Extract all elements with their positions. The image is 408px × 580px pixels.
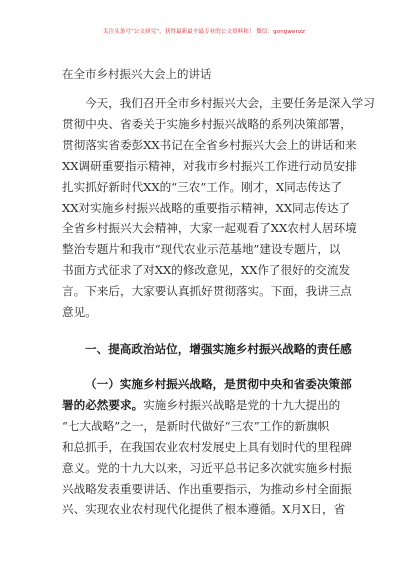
paragraph-line: 兴、实现农业农村现代化提供了根本遵循。X月X日，省: [62, 502, 346, 517]
subsection-heading-tail: 署的必然要求。: [62, 397, 144, 412]
paragraph-line: 今天，我们召开全市乡村振兴大会，主要任务是深入学习: [85, 96, 375, 110]
paragraph-line: 意义。党的十九大以来，习近平总书记多次就实施乡村振: [62, 460, 352, 475]
paragraph-line: “七大战略”之一，是新时代做好“三农”工作的新旗帜: [62, 418, 330, 433]
paragraph-line: XX对实施乡村振兴战略的重要指示精神，XX同志传达了: [62, 200, 351, 215]
paragraph-line: 贯彻落实省委彭XX书记在全省乡村振兴大会上的讲话和来: [62, 137, 357, 152]
top-banner: 关注头条号“公文研究”，获得最新最全最专业的公文资料和！ 微信：gongwenzz: [102, 29, 306, 35]
subsection-1: [62, 374, 362, 520]
paragraph-line: 意见。: [62, 305, 97, 320]
document-title: 在全市乡村振兴大会上的讲话: [62, 67, 212, 81]
section-heading-1: 一、提高政治站位，增强实施乡村振兴战略的责任感: [85, 342, 352, 356]
paragraph-intro: [62, 93, 375, 323]
paragraph-line: 兴战略发表重要讲话、作出重要指示，为推动乡村全面振: [62, 481, 352, 496]
subsection-heading-line: （一）实施乡村振兴战略，是贯彻中央和省委决策部: [85, 377, 352, 391]
paragraph-line: 全省乡村振兴大会精神，大家一起观看了XX农村人居环境: [62, 221, 357, 236]
paragraph-text: 实施乡村振兴战略是党的十九大提出的: [143, 397, 341, 412]
paragraph-line: 整治专题片和我市“现代农业示范基地”建设专题片，以: [62, 242, 341, 257]
paragraph-line: 扎实抓好新时代XX的“三农”工作。刚才，X同志传达了: [62, 179, 343, 194]
paragraph-line: 贯彻中央、省委关于实施乡村振兴战略的系列决策部署，: [62, 116, 352, 131]
paragraph-line: 书面方式征求了对XX的修改意见，XX作了很好的交流发: [62, 263, 351, 278]
paragraph-line: XX调研重要指示精神，对我市乡村振兴工作进行动员安排: [62, 158, 357, 173]
paragraph-line: 言。下来后，大家要认真抓好贯彻落实。下面，我讲三点: [62, 284, 352, 299]
paragraph-line: [62, 395, 362, 416]
paragraph-line: 和总抓手，在我国农业农村发展史上具有划时代的里程碑: [62, 439, 352, 454]
